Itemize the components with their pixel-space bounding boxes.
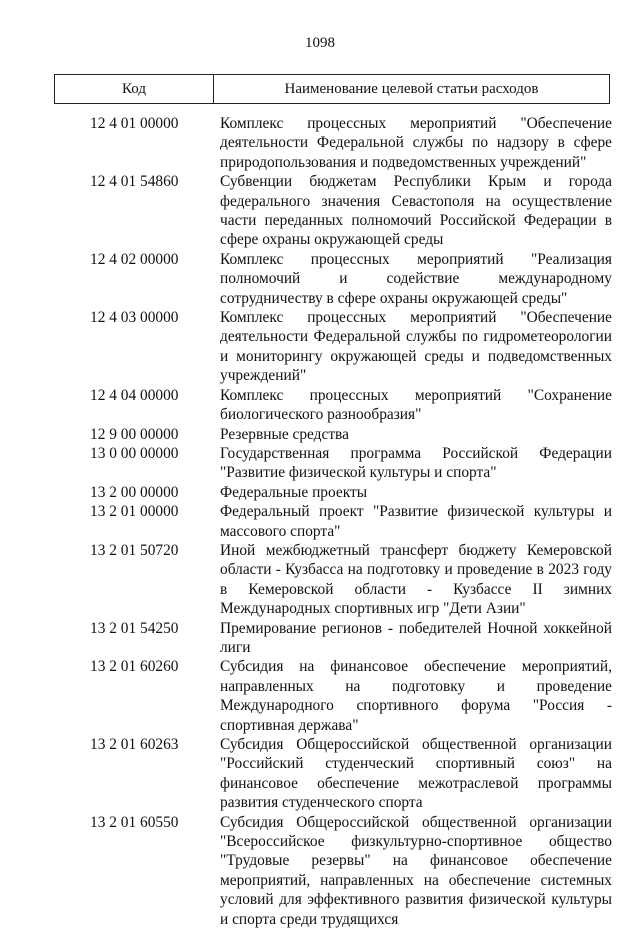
- page-number: 1098: [305, 35, 335, 51]
- row-code: 12 4 04 00000: [90, 386, 179, 404]
- row-code: 12 9 00 00000: [90, 425, 179, 443]
- header-name: Наименование целевой статьи расходов: [284, 80, 539, 97]
- row-code: 13 2 00 00000: [90, 483, 179, 501]
- row-name: Комплекс процессных мероприятий "Реализация полномочий и содействие международному сотрудничеству в сфере охраны окружающей среды": [220, 250, 612, 307]
- row-name: Комплекс процессных мероприятий "Обеспечение деятельности Федеральной службы по гидрометеорологии и мониторингу окружающей среды и подведомственных учреждений": [220, 309, 612, 385]
- row-name: Субсидия Общероссийской общественной организации "Российский студенческий спортивный союз" на финансовое обеспечение межотраслевой программы развития студенческого спорта: [220, 736, 612, 812]
- row-code: 12 4 03 00000: [90, 309, 179, 327]
- header-code: Код: [55, 75, 214, 103]
- row-code: 13 2 01 50720: [90, 541, 179, 559]
- table-row: [0, 308, 640, 386]
- row-name: Федеральный проект "Развитие физической культуры и массового спорта": [220, 503, 612, 540]
- table-row: [0, 444, 640, 483]
- table-row: [0, 172, 640, 250]
- table-row: [0, 619, 640, 658]
- row-code: 13 2 01 00000: [90, 503, 179, 521]
- row-code: 13 2 01 60263: [90, 736, 179, 753]
- row-code: 13 2 01 60260: [90, 658, 179, 676]
- table-row: [0, 502, 640, 541]
- row-name: Иной межбюджетный трансферт бюджету Кемеровской области - Кузбасса на подготовку и проведение в 2023 году в Кемеровской области - Кузбассе II зимних Международных спортивных игр "Дети Азии": [220, 541, 612, 618]
- table-row: [0, 386, 640, 425]
- table-row: [0, 657, 640, 735]
- row-code: 12 4 01 00000: [90, 115, 179, 132]
- table-body: [0, 114, 640, 929]
- row-name: Премирование регионов - победителей Ночной хоккейной лиги: [220, 619, 612, 656]
- row-code: 13 0 00 00000: [90, 444, 179, 462]
- table-row: [0, 483, 640, 502]
- table-row: [0, 114, 640, 172]
- row-name: Комплекс процессных мероприятий "Сохранение биологического разнообразия": [220, 386, 612, 424]
- row-name: Субвенции бюджетам Республики Крым и города федерального значения Севастополя на осуществление части переданных полномочий Российской Федерации в сфере охраны окружающей среды: [220, 173, 612, 249]
- row-name: Комплекс процессных мероприятий "Обеспечение деятельности Федеральной службы по надзору в сфере природопользования и подведомственных учреждений": [220, 115, 612, 171]
- row-name: Субсидия на финансовое обеспечение мероприятий, направленных на подготовку и проведение Международного спортивного форума "Россия - спортивная держава": [220, 658, 612, 734]
- row-code: 13 2 01 60550: [90, 813, 179, 831]
- row-code: 13 2 01 54250: [90, 619, 179, 637]
- table-row: [0, 425, 640, 444]
- row-name: Государственная программа Российской Федерации "Развитие физической культуры и спорта": [220, 444, 612, 482]
- row-name: Резервные средства: [220, 425, 349, 443]
- row-code: 12 4 02 00000: [90, 250, 179, 268]
- row-name: Федеральные проекты: [220, 483, 368, 501]
- table-row: [0, 250, 640, 308]
- table-header: [54, 74, 610, 104]
- row-code: 12 4 01 54860: [90, 173, 179, 191]
- table-row: [0, 813, 640, 929]
- table-row: [0, 541, 640, 619]
- table-row: [0, 735, 640, 813]
- row-name: Субсидия Общероссийской общественной организации "Всероссийское физкультурно-спортивное общество "Трудовые резервы" на финансовое обеспечение мероприятий, направленных на обеспечение системных условий для эффективного развития физической культуры и спорта среди трудящихся: [220, 813, 612, 928]
